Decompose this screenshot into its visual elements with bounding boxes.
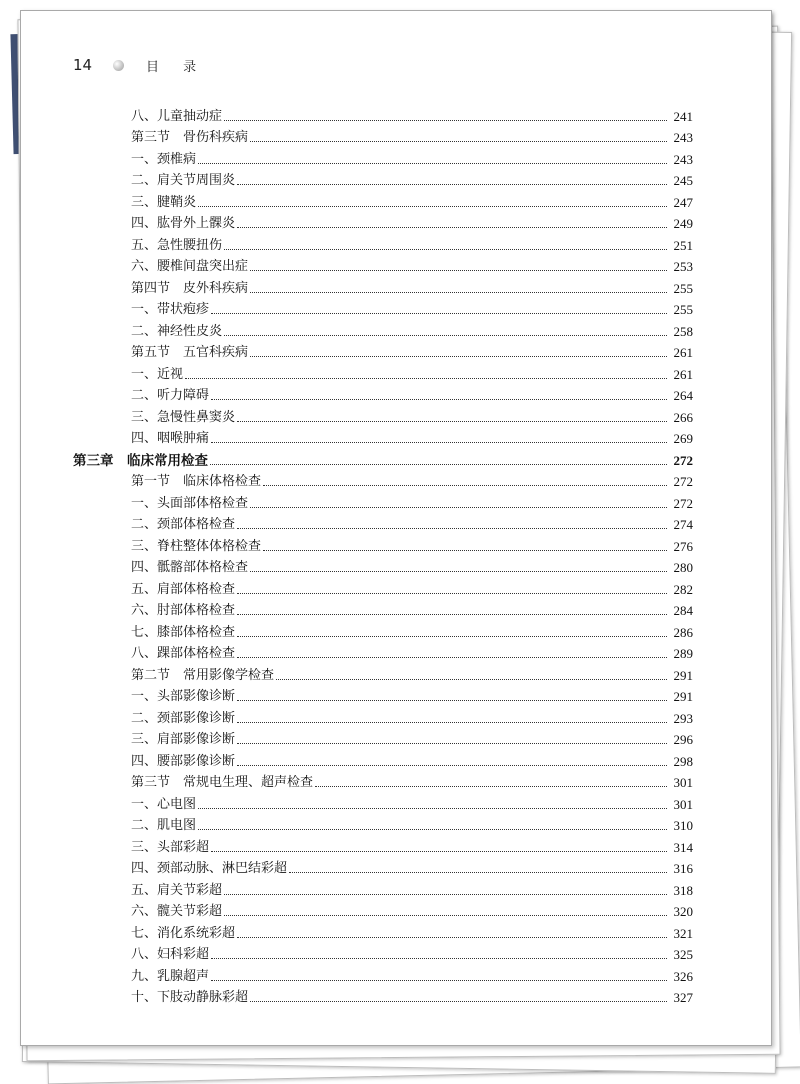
toc-entry-page: 293 xyxy=(673,710,693,726)
toc-entry-page: 272 xyxy=(673,452,693,468)
toc-entry-page: 243 xyxy=(673,130,693,145)
toc-entry-row[interactable] xyxy=(73,533,693,555)
toc-section-row[interactable] xyxy=(73,275,693,297)
toc-entry-page: 301 xyxy=(673,796,693,812)
toc-entry-label: 七、膝部体格检查 xyxy=(131,624,236,640)
toc-dot-leader xyxy=(185,378,667,379)
toc-entry-label: 二、颈部影像诊断 xyxy=(131,710,236,726)
toc-entry-page: 258 xyxy=(673,323,693,339)
toc-dot-leader xyxy=(224,120,667,121)
toc-entry-label: 第二节 常用影像学检查 xyxy=(131,667,275,683)
toc-entry-label: 第四节 皮外科疾病 xyxy=(131,280,249,296)
toc-entry-label: 一、心电图 xyxy=(131,796,197,812)
toc-entry-row[interactable] xyxy=(73,684,693,706)
toc-dot-leader xyxy=(250,292,667,293)
toc-entry-row[interactable] xyxy=(73,297,693,319)
toc-dot-leader xyxy=(263,485,667,486)
toc-dot-leader xyxy=(237,657,667,658)
toc-entry-label: 四、咽喉肿痛 xyxy=(131,431,210,446)
toc-entry-row[interactable] xyxy=(73,727,693,749)
toc-entry-label: 第三章 临床常用检查 xyxy=(73,452,208,469)
toc-dot-leader xyxy=(211,980,667,981)
toc-entry-row[interactable] xyxy=(73,748,693,770)
page-header xyxy=(73,53,206,77)
toc-entry-row[interactable] xyxy=(73,920,693,942)
toc-entry-row[interactable] xyxy=(73,985,693,1007)
toc-entry-page: 276 xyxy=(673,538,693,554)
toc-dot-leader xyxy=(276,679,667,680)
toc-entry-page: 310 xyxy=(673,818,693,833)
toc-entry-page: 269 xyxy=(673,431,693,446)
toc-entry-label: 第五节 五官科疾病 xyxy=(131,345,249,360)
toc-entry-label: 五、肩部体格检查 xyxy=(131,581,236,597)
toc-dot-leader xyxy=(237,700,667,701)
toc-entry-row[interactable] xyxy=(73,361,693,383)
toc-entry-row[interactable] xyxy=(73,254,693,276)
toc-entry-page: 298 xyxy=(673,753,693,769)
toc-dot-leader xyxy=(237,421,667,422)
toc-entry-label: 第一节 临床体格检查 xyxy=(131,474,262,489)
toc-entry-label: 第三节 骨伤科疾病 xyxy=(131,130,249,145)
toc-dot-leader xyxy=(224,894,667,895)
toc-entry-row[interactable] xyxy=(73,576,693,598)
toc-entry-page: 316 xyxy=(673,861,693,876)
toc-entry-row[interactable] xyxy=(73,318,693,340)
toc-entry-row[interactable] xyxy=(73,834,693,856)
toc-entry-page: 272 xyxy=(673,474,693,489)
toc-dot-leader xyxy=(211,958,667,959)
toc-section-row[interactable] xyxy=(73,340,693,362)
toc-dot-leader xyxy=(210,464,667,465)
toc-dot-leader xyxy=(250,571,667,572)
toc-entry-label: 一、带状疱疹 xyxy=(131,302,210,317)
toc-entry-label: 二、颈部体格检查 xyxy=(131,517,236,532)
toc-entry-page: 321 xyxy=(673,925,693,941)
toc-dot-leader xyxy=(315,786,667,787)
toc-entry-label: 八、踝部体格检查 xyxy=(131,646,236,661)
toc-entry-row[interactable] xyxy=(73,404,693,426)
toc-dot-leader xyxy=(237,722,667,723)
page-header-title: 目 录 xyxy=(146,59,207,75)
toc-dot-leader xyxy=(237,636,667,637)
toc-entry-page: 291 xyxy=(673,667,693,683)
toc-entry-label: 六、肘部体格检查 xyxy=(131,603,236,618)
toc-chapter-row[interactable] xyxy=(73,447,693,469)
toc-entry-row[interactable] xyxy=(73,383,693,405)
toc-entry-row[interactable] xyxy=(73,103,693,125)
toc-dot-leader xyxy=(198,808,667,809)
toc-entry-label: 一、近视 xyxy=(131,366,184,382)
toc-dot-leader xyxy=(237,743,667,744)
toc-entry-row[interactable] xyxy=(73,856,693,878)
toc-entry-label: 一、头部影像诊断 xyxy=(131,689,236,704)
toc-entry-label: 八、妇科彩超 xyxy=(131,947,210,962)
toc-dot-leader xyxy=(237,227,667,228)
toc-entry-page: 255 xyxy=(673,302,693,317)
toc-dot-leader xyxy=(224,915,667,916)
toc-entry-row[interactable] xyxy=(73,490,693,512)
toc-entry-row[interactable] xyxy=(73,555,693,577)
toc-dot-leader xyxy=(237,614,667,615)
toc-entry-page: 289 xyxy=(673,646,693,661)
toc-entry-row[interactable] xyxy=(73,963,693,985)
toc-entry-page: 314 xyxy=(673,839,693,855)
toc-entry-row[interactable] xyxy=(73,426,693,448)
toc-entry-page: 274 xyxy=(673,517,693,532)
table-of-contents xyxy=(73,103,693,1006)
toc-entry-page: 264 xyxy=(673,388,693,403)
toc-entry-label: 三、肩部影像诊断 xyxy=(131,732,236,747)
toc-entry-label: 九、乳腺超声 xyxy=(131,968,210,984)
toc-entry-page: 249 xyxy=(673,216,693,231)
toc-entry-row[interactable] xyxy=(73,641,693,663)
toc-dot-leader xyxy=(263,550,667,551)
toc-section-row[interactable] xyxy=(73,469,693,491)
toc-entry-row[interactable] xyxy=(73,899,693,921)
toc-entry-page: 261 xyxy=(673,366,693,382)
toc-entry-row[interactable] xyxy=(73,189,693,211)
toc-entry-row[interactable] xyxy=(73,705,693,727)
toc-dot-leader xyxy=(250,507,667,508)
toc-entry-row[interactable] xyxy=(73,146,693,168)
toc-entry-page: 284 xyxy=(673,603,693,618)
toc-entry-label: 五、急性腰扭伤 xyxy=(131,237,223,253)
toc-dot-leader xyxy=(224,335,667,336)
toc-entry-page: 296 xyxy=(673,732,693,747)
document-page xyxy=(20,10,772,1046)
toc-dot-leader xyxy=(237,937,667,938)
toc-entry-page: 243 xyxy=(673,151,693,167)
toc-entry-row[interactable] xyxy=(73,942,693,964)
toc-dot-leader xyxy=(237,184,667,185)
toc-entry-label: 第三节 常规电生理、超声检查 xyxy=(131,775,314,790)
toc-entry-row[interactable] xyxy=(73,791,693,813)
toc-entry-label: 六、髋关节彩超 xyxy=(131,904,223,919)
toc-entry-page: 261 xyxy=(673,345,693,360)
toc-entry-label: 四、肱骨外上髁炎 xyxy=(131,216,236,231)
toc-entry-row[interactable] xyxy=(73,813,693,835)
toc-dot-leader xyxy=(211,399,667,400)
toc-entry-page: 266 xyxy=(673,409,693,425)
toc-dot-leader xyxy=(237,528,667,529)
toc-entry-page: 280 xyxy=(673,560,693,575)
toc-entry-page: 325 xyxy=(673,947,693,962)
toc-entry-page: 291 xyxy=(673,689,693,704)
toc-entry-page: 326 xyxy=(673,968,693,984)
toc-entry-page: 247 xyxy=(673,194,693,210)
toc-entry-page: 245 xyxy=(673,173,693,188)
toc-entry-page: 241 xyxy=(673,108,693,124)
toc-entry-page: 251 xyxy=(673,237,693,253)
toc-entry-page: 272 xyxy=(673,495,693,511)
toc-entry-label: 七、消化系统彩超 xyxy=(131,925,236,941)
toc-entry-label: 五、肩关节彩超 xyxy=(131,882,223,898)
toc-section-row[interactable] xyxy=(73,770,693,792)
toc-entry-page: 318 xyxy=(673,882,693,898)
toc-entry-row[interactable] xyxy=(73,512,693,534)
toc-dot-leader xyxy=(198,829,667,830)
toc-entry-page: 327 xyxy=(673,990,693,1005)
toc-entry-row[interactable] xyxy=(73,232,693,254)
toc-entry-page: 286 xyxy=(673,624,693,640)
toc-dot-leader xyxy=(198,206,667,207)
toc-dot-leader xyxy=(250,141,667,142)
toc-entry-label: 一、颈椎病 xyxy=(131,151,197,167)
toc-entry-page: 320 xyxy=(673,904,693,919)
toc-dot-leader xyxy=(211,313,667,314)
toc-entry-label: 二、肌电图 xyxy=(131,818,197,833)
toc-entry-label: 六、腰椎间盘突出症 xyxy=(131,259,249,274)
toc-dot-leader xyxy=(237,765,667,766)
toc-entry-page: 253 xyxy=(673,259,693,274)
toc-entry-row[interactable] xyxy=(73,598,693,620)
toc-entry-label: 四、颈部动脉、淋巴结彩超 xyxy=(131,861,288,876)
header-dot-icon xyxy=(113,60,124,71)
toc-dot-leader xyxy=(250,270,667,271)
toc-dot-leader xyxy=(198,163,667,164)
toc-dot-leader xyxy=(237,593,667,594)
toc-entry-label: 三、头部彩超 xyxy=(131,839,210,855)
toc-entry-label: 八、儿童抽动症 xyxy=(131,108,223,124)
toc-entry-label: 三、脊柱整体体格检查 xyxy=(131,538,262,554)
toc-entry-row[interactable] xyxy=(73,619,693,641)
toc-section-row[interactable] xyxy=(73,125,693,147)
toc-entry-page: 255 xyxy=(673,280,693,296)
toc-entry-label: 四、腰部影像诊断 xyxy=(131,753,236,769)
page-number: 14 xyxy=(73,56,93,74)
toc-entry-label: 二、肩关节周围炎 xyxy=(131,173,236,188)
toc-dot-leader xyxy=(289,872,667,873)
toc-dot-leader xyxy=(250,356,667,357)
toc-entry-label: 四、骶髂部体格检查 xyxy=(131,560,249,575)
toc-entry-label: 三、急慢性鼻窦炎 xyxy=(131,409,236,425)
toc-section-row[interactable] xyxy=(73,662,693,684)
toc-entry-label: 三、腱鞘炎 xyxy=(131,194,197,210)
toc-entry-page: 301 xyxy=(673,775,693,790)
toc-entry-page: 282 xyxy=(673,581,693,597)
toc-entry-label: 一、头面部体格检查 xyxy=(131,495,249,511)
toc-entry-label: 二、听力障碍 xyxy=(131,388,210,403)
toc-entry-label: 十、下肢动静脉彩超 xyxy=(131,990,249,1005)
toc-dot-leader xyxy=(211,442,667,443)
toc-entry-row[interactable] xyxy=(73,211,693,233)
toc-dot-leader xyxy=(211,851,667,852)
toc-dot-leader xyxy=(250,1001,667,1002)
toc-entry-row[interactable] xyxy=(73,877,693,899)
toc-entry-row[interactable] xyxy=(73,168,693,190)
toc-dot-leader xyxy=(224,249,667,250)
toc-entry-label: 二、神经性皮炎 xyxy=(131,323,223,339)
